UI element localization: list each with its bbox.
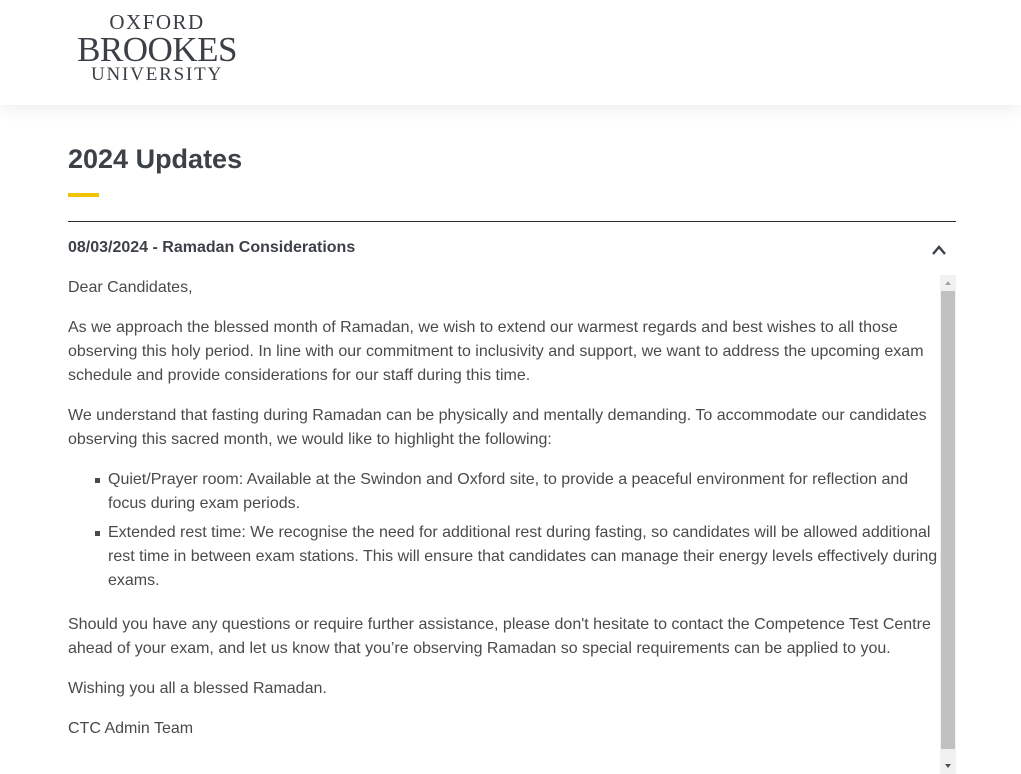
page-title: 2024 Updates: [68, 144, 243, 174]
university-logo[interactable]: [68, 12, 246, 84]
content-scrollbar[interactable]: [940, 275, 956, 774]
contact-paragraph: Should you have any questions or require further assistance, please don't hesitate to contact the Competence Test Centre ahead of your exam, and let us know that you’re observing Ramadan so special requirements can be applied to you.: [68, 616, 931, 657]
scroll-up-arrow-icon[interactable]: [940, 275, 956, 291]
list-item-text: Extended rest time: We recognise the need for additional rest during fasting, so candidates will be allowed additional rest time in between exam stations. This will ensure that candidates can manage their energy levels effectively during exams.: [108, 524, 938, 589]
fasting-paragraph: We understand that fasting during Ramadan can be physically and mentally demanding. To accommodate our candidates observing this sacred month, we would like to highlight the following:: [68, 407, 927, 448]
site-header: [0, 0, 1021, 105]
accordion-header[interactable]: [68, 230, 956, 266]
logo-line-3: UNIVERSITY: [91, 64, 223, 85]
scroll-down-arrow-icon[interactable]: [940, 758, 956, 774]
list-item-text: Quiet/Prayer room: Available at the Swindon and Oxford site, to provide a peaceful environment for reflection and focus during exam periods.: [108, 471, 909, 512]
intro-paragraph: As we approach the blessed month of Ramadan, we wish to extend our warmest regards and best wishes to all those observing this holy period. In line with our commitment to inclusivity and support, we want to address the upcoming exam schedule and provide considerations for our staff during this time.: [68, 319, 924, 384]
logo-line-2: BROOKES: [77, 30, 237, 69]
section-divider: [68, 221, 956, 222]
logo-line-1: OXFORD: [109, 10, 205, 34]
closing-text: Wishing you all a blessed Ramadan.: [68, 680, 327, 697]
considerations-list: [68, 468, 940, 593]
bullet-icon: [95, 531, 100, 536]
signature-text: CTC Admin Team: [68, 720, 194, 737]
accordion-content: [68, 276, 940, 774]
scrollbar-thumb[interactable]: [941, 291, 955, 749]
list-item: [108, 521, 940, 593]
title-accent-bar: [68, 193, 99, 197]
bullet-icon: [95, 478, 100, 483]
greeting-text: Dear Candidates,: [68, 279, 193, 296]
accordion-title[interactable]: 08/03/2024 - Ramadan Considerations: [68, 239, 356, 256]
chevron-up-icon[interactable]: [931, 244, 947, 256]
list-item: [108, 468, 940, 516]
